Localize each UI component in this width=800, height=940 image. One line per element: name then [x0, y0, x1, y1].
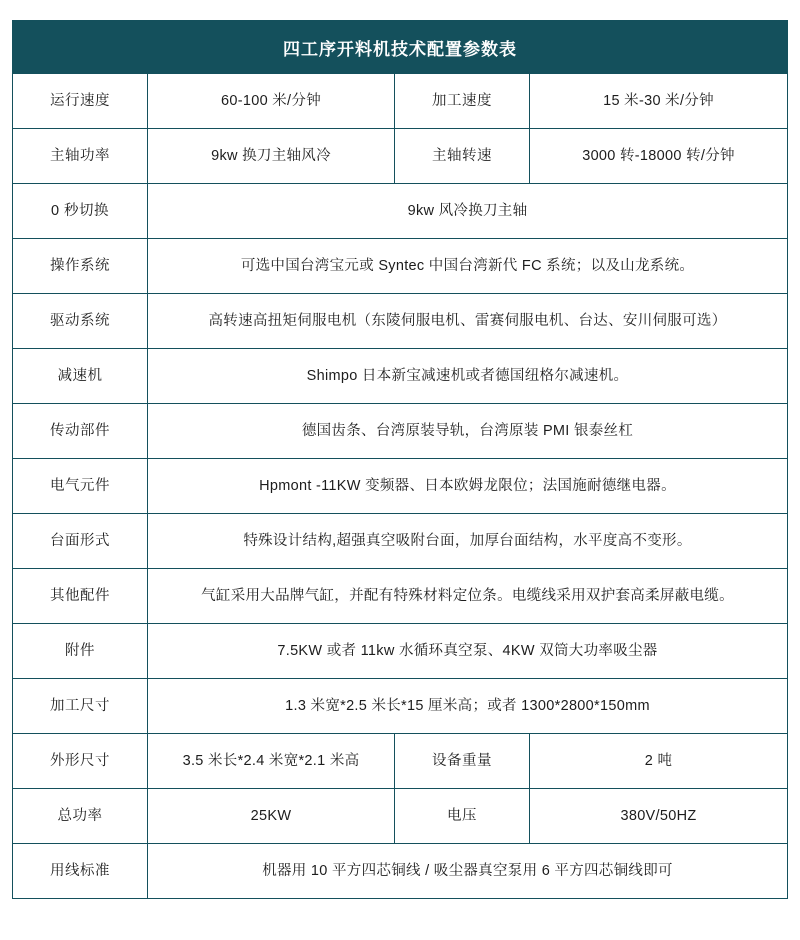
row-value: 可选中国台湾宝元或 Syntec 中国台湾新代 FC 系统；以及山龙系统。: [148, 239, 788, 294]
row-value-secondary: 15 米-30 米/分钟: [530, 74, 788, 129]
row-value: 高转速高扭矩伺服电机（东陵伺服电机、雷赛伺服电机、台达、安川伺服可选）: [148, 294, 788, 349]
spec-table-body: [13, 74, 788, 899]
row-value: 气缸采用大品牌气缸，并配有特殊材料定位条。电缆线采用双护套高柔屏蔽电缆。: [148, 569, 788, 624]
row-value: Hpmont -11KW 变频器、日本欧姆龙限位；法国施耐德继电器。: [148, 459, 788, 514]
row-label: 运行速度: [13, 74, 148, 129]
table-row: [13, 74, 788, 129]
table-row: [13, 569, 788, 624]
row-label: 外形尺寸: [13, 734, 148, 789]
row-label: 台面形式: [13, 514, 148, 569]
table-row: [13, 624, 788, 679]
table-row: [13, 459, 788, 514]
row-value: 9kw 换刀主轴风冷: [148, 129, 395, 184]
row-label: 其他配件: [13, 569, 148, 624]
row-label-secondary: 加工速度: [395, 74, 530, 129]
table-row: [13, 404, 788, 459]
row-label: 用线标准: [13, 844, 148, 899]
row-value: 25KW: [148, 789, 395, 844]
table-row: [13, 184, 788, 239]
spec-table: [12, 73, 788, 899]
row-label: 加工尺寸: [13, 679, 148, 734]
row-label: 操作系统: [13, 239, 148, 294]
row-value-secondary: 2 吨: [530, 734, 788, 789]
page-title: 四工序开料机技术配置参数表: [12, 20, 788, 73]
row-value-secondary: 3000 转-18000 转/分钟: [530, 129, 788, 184]
row-label: 0 秒切换: [13, 184, 148, 239]
row-label: 减速机: [13, 349, 148, 404]
table-row: [13, 789, 788, 844]
row-value: 7.5KW 或者 11kw 水循环真空泵、4KW 双筒大功率吸尘器: [148, 624, 788, 679]
row-label-secondary: 电压: [395, 789, 530, 844]
row-value: 9kw 风冷换刀主轴: [148, 184, 788, 239]
row-value: 德国齿条、台湾原装导轨，台湾原装 PMI 银泰丝杠: [148, 404, 788, 459]
row-label: 主轴功率: [13, 129, 148, 184]
row-label: 附件: [13, 624, 148, 679]
row-value: 3.5 米长*2.4 米宽*2.1 米高: [148, 734, 395, 789]
table-row: [13, 239, 788, 294]
table-row: [13, 514, 788, 569]
table-row: [13, 129, 788, 184]
row-value: 机器用 10 平方四芯铜线 / 吸尘器真空泵用 6 平方四芯铜线即可: [148, 844, 788, 899]
row-value: 60-100 米/分钟: [148, 74, 395, 129]
row-value-secondary: 380V/50HZ: [530, 789, 788, 844]
row-value: 特殊设计结构,超强真空吸附台面，加厚台面结构，水平度高不变形。: [148, 514, 788, 569]
row-value: 1.3 米宽*2.5 米长*15 厘米高；或者 1300*2800*150mm: [148, 679, 788, 734]
row-label-secondary: 主轴转速: [395, 129, 530, 184]
row-label: 传动部件: [13, 404, 148, 459]
row-label: 驱动系统: [13, 294, 148, 349]
table-row: [13, 294, 788, 349]
row-label-secondary: 设备重量: [395, 734, 530, 789]
table-row: [13, 734, 788, 789]
table-row: [13, 349, 788, 404]
table-row: [13, 679, 788, 734]
row-label: 电气元件: [13, 459, 148, 514]
row-label: 总功率: [13, 789, 148, 844]
row-value: Shimpo 日本新宝减速机或者德国纽格尔减速机。: [148, 349, 788, 404]
table-row: [13, 844, 788, 899]
